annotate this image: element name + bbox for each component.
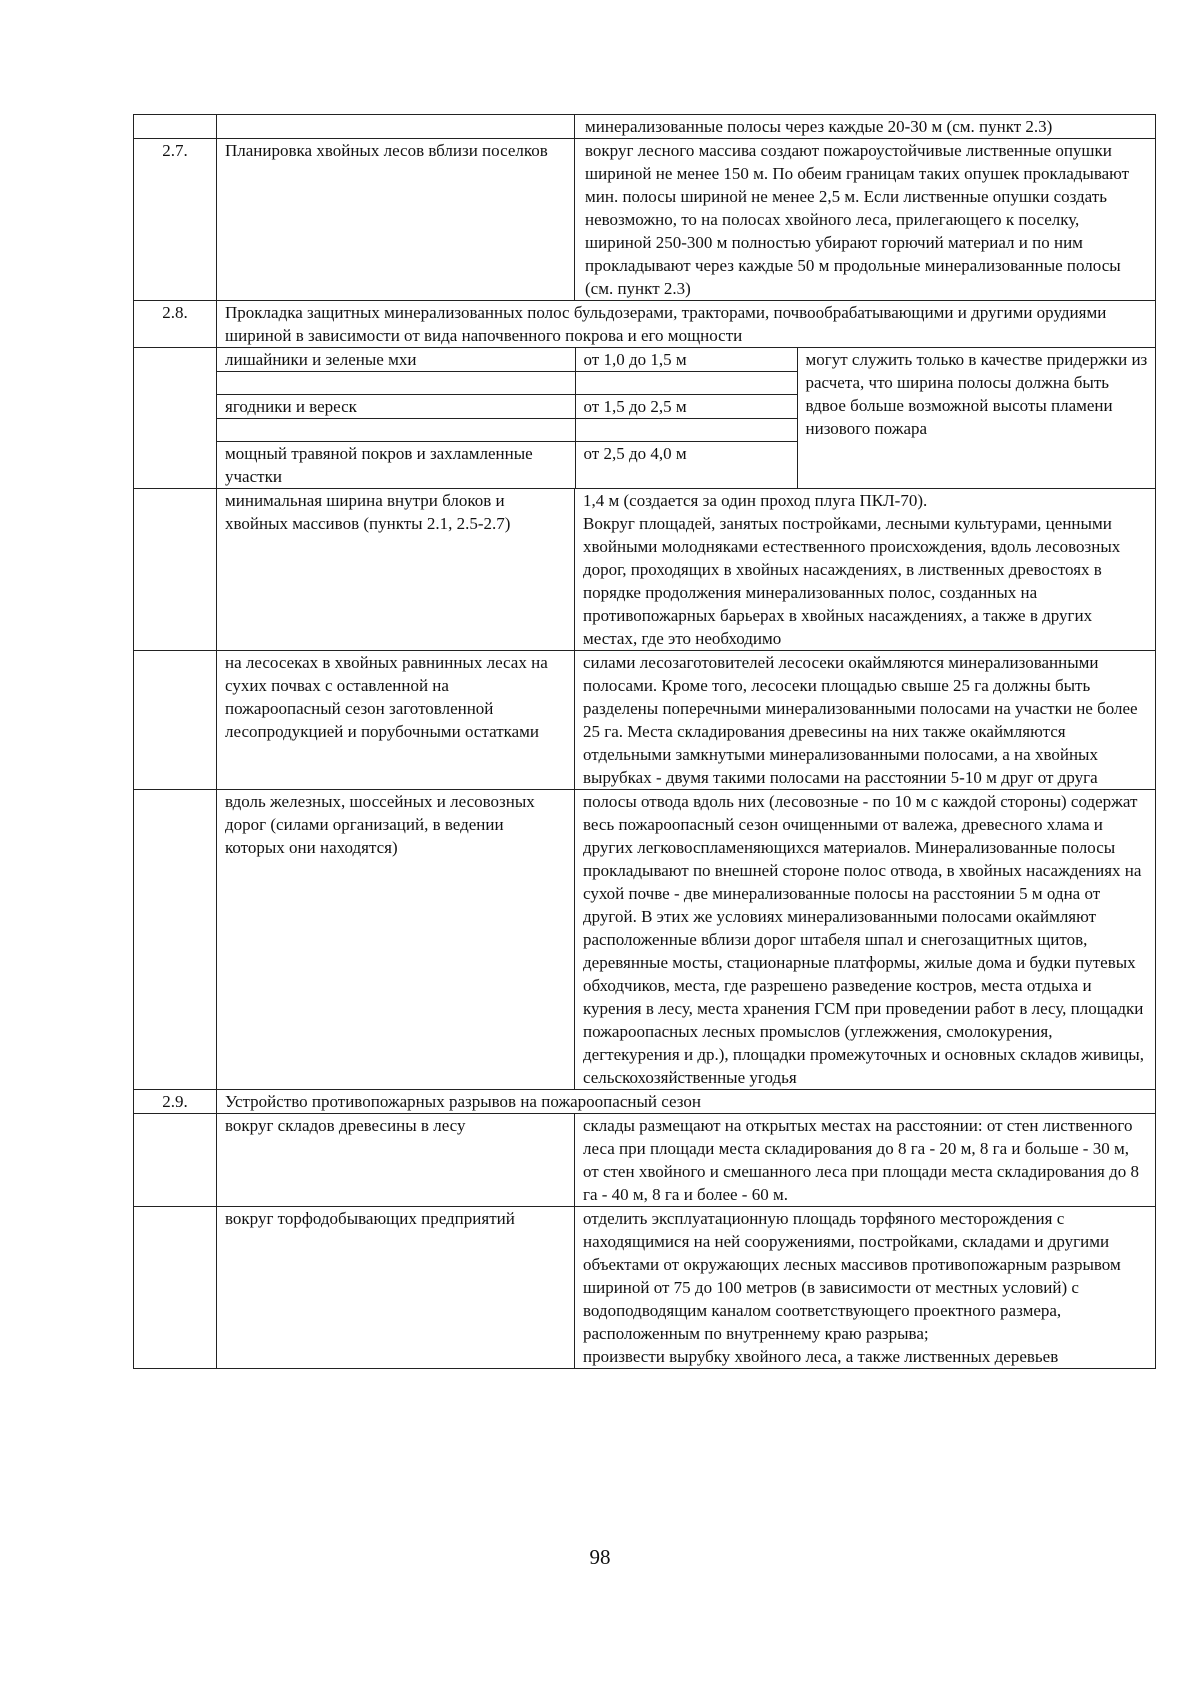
- cover-width: от 1,0 до 1,5 м: [575, 348, 797, 372]
- row-number: 2.7.: [134, 139, 217, 301]
- cover-spacer: [575, 419, 797, 442]
- row-number-empty: [134, 489, 217, 651]
- table-row-cutting-areas: [134, 651, 1156, 790]
- row-number-empty: [134, 1207, 217, 1369]
- row-description: склады размещают на открытых местах на расстоянии: от стен лиственного леса при площади места складирования до 8 га - 20 м, 8 га и больше - 30 м, от стен хвойного и смешанного леса при площади места складирования до 8 га - 40 м, 8 га и более - 60 м.: [575, 1114, 1156, 1207]
- cover-spacer: [575, 372, 797, 395]
- row-name: на лесосеках в хвойных равнинных лесах на сухих почвах с оставленной на пожароопасный сезон заготовленной лесопродукцией и порубочными остатками: [217, 651, 575, 790]
- cover-width: от 2,5 до 4,0 м: [575, 442, 797, 489]
- row-description: вокруг лесного массива создают пожароустойчивые лиственные опушки шириной не менее 150 м. По обеим границам таких опушек прокладывают мин. полосы шириной не менее 2,5 м. Если лиственные опушки создать невозможно, то на полосах хвойного леса, прилегающего к поселку, шириной 250-300 м полностью убирают горючий материал и по ним прокладывают через каждые 50 м продольные минерализованные полосы (см. пункт 2.3): [575, 139, 1156, 301]
- row-description: произвести вырубку хвойного леса, а также лиственных деревьев: [583, 1347, 1059, 1366]
- row-description: минерализованные полосы через каждые 20-30 м (см. пункт 2.3): [575, 115, 1156, 139]
- row-description: отделить эксплуатационную площадь торфяного месторождения с находящимися на ней сооружениями, постройками, складами и другими объектами от окружающих лесных массивов противопожарным разрывом шириной от 75 до 100 метров (в зависимости от местных условий) с водоподводящим каналом соответствующего проектного размера, расположенным по внутреннему краю разрыва;: [583, 1209, 1121, 1343]
- table-row-peat: [134, 1207, 1156, 1369]
- cover-name: лишайники и зеленые мхи: [217, 348, 575, 372]
- fire-safety-table: [133, 114, 1156, 1369]
- row-number: 2.8.: [134, 301, 217, 348]
- table-row-min-width: [134, 489, 1156, 651]
- cover-width-table: [217, 348, 1156, 488]
- table-row-cover-widths: [134, 348, 1156, 489]
- table-row-2-7: [134, 139, 1156, 301]
- row-name: [217, 115, 575, 139]
- row-number: [134, 115, 217, 139]
- cover-note: могут служить только в качестве придержки из расчета, что ширина полосы должна быть вдвое больше возможной высоты пламени низового пожара: [797, 348, 1156, 488]
- table-row-continuation: [134, 115, 1156, 139]
- row-description: полосы отвода вдоль них (лесовозные - по 10 м с каждой стороны) содержат весь пожароопасный сезон очищенными от валежа, древесного хлама и других легковоспламеняющихся материалов. Минерализованные полосы прокладывают по внешней стороне полос отвода, в хвойных насаждениях на сухой почве - две минерализованные полосы на расстоянии 5 м одна от другой. В этих же условиях минерализованными полосами окаймляют расположенные вблизи дорог штабеля шпал и снегозащитных щитов, деревянные мосты, стационарные платформы, жилые дома и будки путевых обходчиков, места, где разрешено разведение костров, места отдыха и курения в лесу, места хранения ГСМ при проведении работ в лесу, площадки пожароопасных лесных промыслов (углежжения, смолокурения, дегтекурения и др.), площадки промежуточных и основных складов живицы, сельскохозяйственные угодья: [575, 790, 1156, 1090]
- row-description: 1,4 м (создается за один проход плуга ПКЛ-70).: [583, 491, 928, 510]
- row-title: Прокладка защитных минерализованных полос бульдозерами, тракторами, почвообрабатывающими и другими орудиями шириной в зависимости от вида напочвенного покрова и его мощности: [217, 301, 1156, 348]
- page-number: 98: [589, 1545, 611, 1569]
- table-row-roads: [134, 790, 1156, 1090]
- row-number-empty: [134, 651, 217, 790]
- table-row-2-9: [134, 1090, 1156, 1114]
- row-name: минимальная ширина внутри блоков и хвойных массивов (пункты 2.1, 2.5-2.7): [217, 489, 575, 651]
- table-row-2-8: [134, 301, 1156, 348]
- row-number: 2.9.: [134, 1090, 217, 1114]
- cover-width: от 1,5 до 2,5 м: [575, 395, 797, 419]
- row-name: вокруг торфодобывающих предприятий: [217, 1207, 575, 1369]
- cover-spacer: [217, 419, 575, 442]
- cover-name: мощный травяной покров и захламленные участки: [217, 442, 575, 489]
- cover-spacer: [217, 372, 575, 395]
- row-name: вдоль железных, шоссейных и лесовозных дорог (силами организаций, в ведении которых они находятся): [217, 790, 575, 1090]
- row-number-empty: [134, 790, 217, 1090]
- row-description: Вокруг площадей, занятых постройками, лесными культурами, ценными хвойными молодняками естественного происхождения, вдоль лесовозных дорог, проходящих в хвойных насаждениях, в лиственных древостоях в порядке продолжения минерализованных полос, созданных на противопожарных барьерах в хвойных насаждениях, а также в других местах, где это необходимо: [583, 514, 1121, 648]
- row-number-empty: [134, 348, 217, 489]
- cover-name: ягодники и вереск: [217, 395, 575, 419]
- row-description: силами лесозаготовителей лесосеки окаймляются минерализованными полосами. Кроме того, лесосеки площадью свыше 25 га должны быть разделены поперечными минерализованными полосами на участки не более 25 га. Места складирования древесины на них также окаймляются отдельными замкнутыми минерализованными полосами, а на хвойных вырубках - двумя такими полосами на расстоянии 5-10 м друг от друга: [575, 651, 1156, 790]
- row-title: Устройство противопожарных разрывов на пожароопасный сезон: [217, 1090, 1156, 1114]
- row-name: Планировка хвойных лесов вблизи поселков: [217, 139, 575, 301]
- row-number-empty: [134, 1114, 217, 1207]
- row-name: вокруг складов древесины в лесу: [217, 1114, 575, 1207]
- table-row-wood-storage: [134, 1114, 1156, 1207]
